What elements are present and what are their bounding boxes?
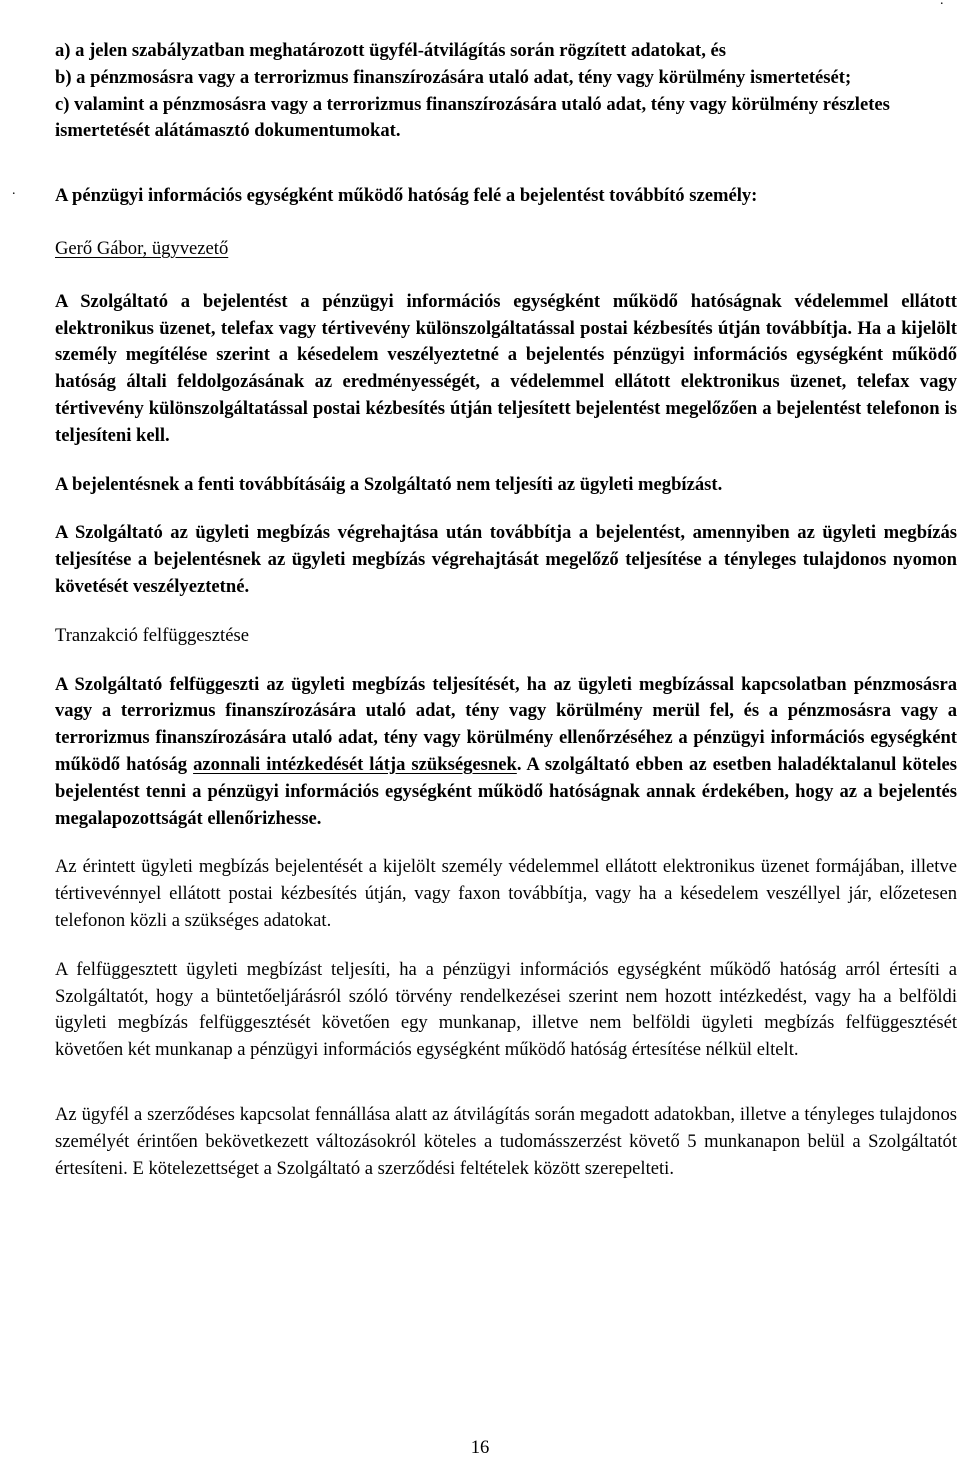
stray-dot-left: .: [12, 183, 16, 198]
suspension-text-end: . A szolgáltató ebben az esetben haladéktalanul köteles bejelentést tenni a pénzügyi információs egységként működő hatóságnak annak érdekében, hogy az a bejelentés megalapozottságát ellenőrizhesse.: [55, 753, 958, 829]
reporter-label: A pénzügyi információs egységként működő hatóság felé a bejelentést továbbító személy:: [55, 185, 758, 207]
paragraph-transmission: A Szolgáltató a bejelentést a pénzügyi információs egységként működő hatóságnak védelemmel ellátott elektronikus üzenet, telefax vagy tértivevény különszolgáltatással postai kézbesítés útján továbbítja. Ha a kijelölt személy megítélése szerint a késedelem veszélyeztetné a bejelentés pénzügyi információs egységként működő hatóság általi feldolgozásának az eredményességét, a védelemmel ellátott elektronikus üzenet, telefax vagy tértivevény különszolgáltatással postai kézbesítés útján teljesített bejelentést megelőzően a bejelentést telefonon is teljesíteni kell.: [55, 290, 957, 446]
list-item-c: c) valamint a pénzmosásra vagy a terrorizmus finanszírozására utaló adat, tény vagy körülmény részletes ismertetését alátámasztó dokumentumokat.: [55, 93, 890, 142]
paragraph-suspension-release: A felfüggesztett ügyleti megbízást teljesíti, ha a pénzügyi információs egységként működő hatóság arról értesíti a Szolgáltatót, hogy a büntetőeljárásról szóló törvény rendelkezései szerint nem hozott intézkedést, vagy ha a belföldi ügyleti megbízás felfüggesztését követően egy munkanap, illetve nem belföldi ügyleti megbízás felfüggesztését követően két munkanap a pénzügyi információs egységként működő hatóság értesítése nélkül eltelt.: [55, 958, 957, 1061]
paragraph-suspension: [55, 672, 957, 833]
suspension-underlined-text: azonnali intézkedését látja szükségesnek: [193, 753, 517, 775]
document-body: [55, 38, 957, 1182]
reporter-name-line: [55, 236, 957, 263]
reporter-name: Gerő Gábor, ügyvezető: [55, 237, 229, 259]
list-item-b: b) a pénzmosásra vagy a terrorizmus finanszírozására utaló adat, tény vagy körülmény ismertetését;: [55, 66, 852, 88]
page-number: 16: [470, 1437, 490, 1458]
paragraph-client-duty: Az ügyfél a szerződéses kapcsolat fennállása alatt az átvilágítás során megadott adatokban, illetve a tényleges tulajdonos személyét érintően bekövetkezett változásokról köteles a tudomásszerzést követő 5 munkanapon belül a Szolgáltatót értesíteni. E kötelezettséget a Szolgáltató a szerződési feltételek között szerepelteti.: [55, 1103, 957, 1179]
section-heading-suspension: Tranzakció felfüggesztése: [55, 624, 249, 646]
paragraph-after-execution: A Szolgáltató az ügyleti megbízás végrehajtása után továbbítja a bejelentést, amennyiben az ügyleti megbízás teljesítése a bejelentésnek az ügyleti megbízás végrehajtását megelőző teljesítése a tényleges tulajdonos nyomon követését veszélyeztetné.: [55, 522, 957, 597]
paragraph-suspension-report: Az érintett ügyleti megbízás bejelentését a kijelölt személy védelemmel ellátott elektronikus üzenet formájában, illetve tértivevénnyel ellátott postai kézbesítés útján, vagy faxon továbbítja, vagy ha a késedelem veszéllyel jár, előzetesen telefonon közli a szükséges adatokat.: [55, 856, 957, 931]
list-item-a: a) a jelen szabályzatban meghatározott ügyfél-átvilágítás során rögzített adatokat, és: [55, 40, 726, 61]
stray-dot-top: .: [940, 0, 944, 8]
paragraph-no-execution: A bejelentésnek a fenti továbbításáig a Szolgáltató nem teljesíti az ügyleti megbízást.: [55, 473, 723, 495]
suspension-text-start: A Szolgáltató felfüggeszti az ügyleti megbízás teljesítését, ha az ügyleti megbízással kapcsolatban pénzmosásra vagy a terrorizmus finanszírozására utaló adat, tény vagy körülmény merül fel, és a pénzmosásra vagy a terrorizmus finanszírozására utaló adat, tény vagy körülmény ellenőrzéséhez a pénzügyi információs egységként működő hatóság: [55, 673, 957, 775]
